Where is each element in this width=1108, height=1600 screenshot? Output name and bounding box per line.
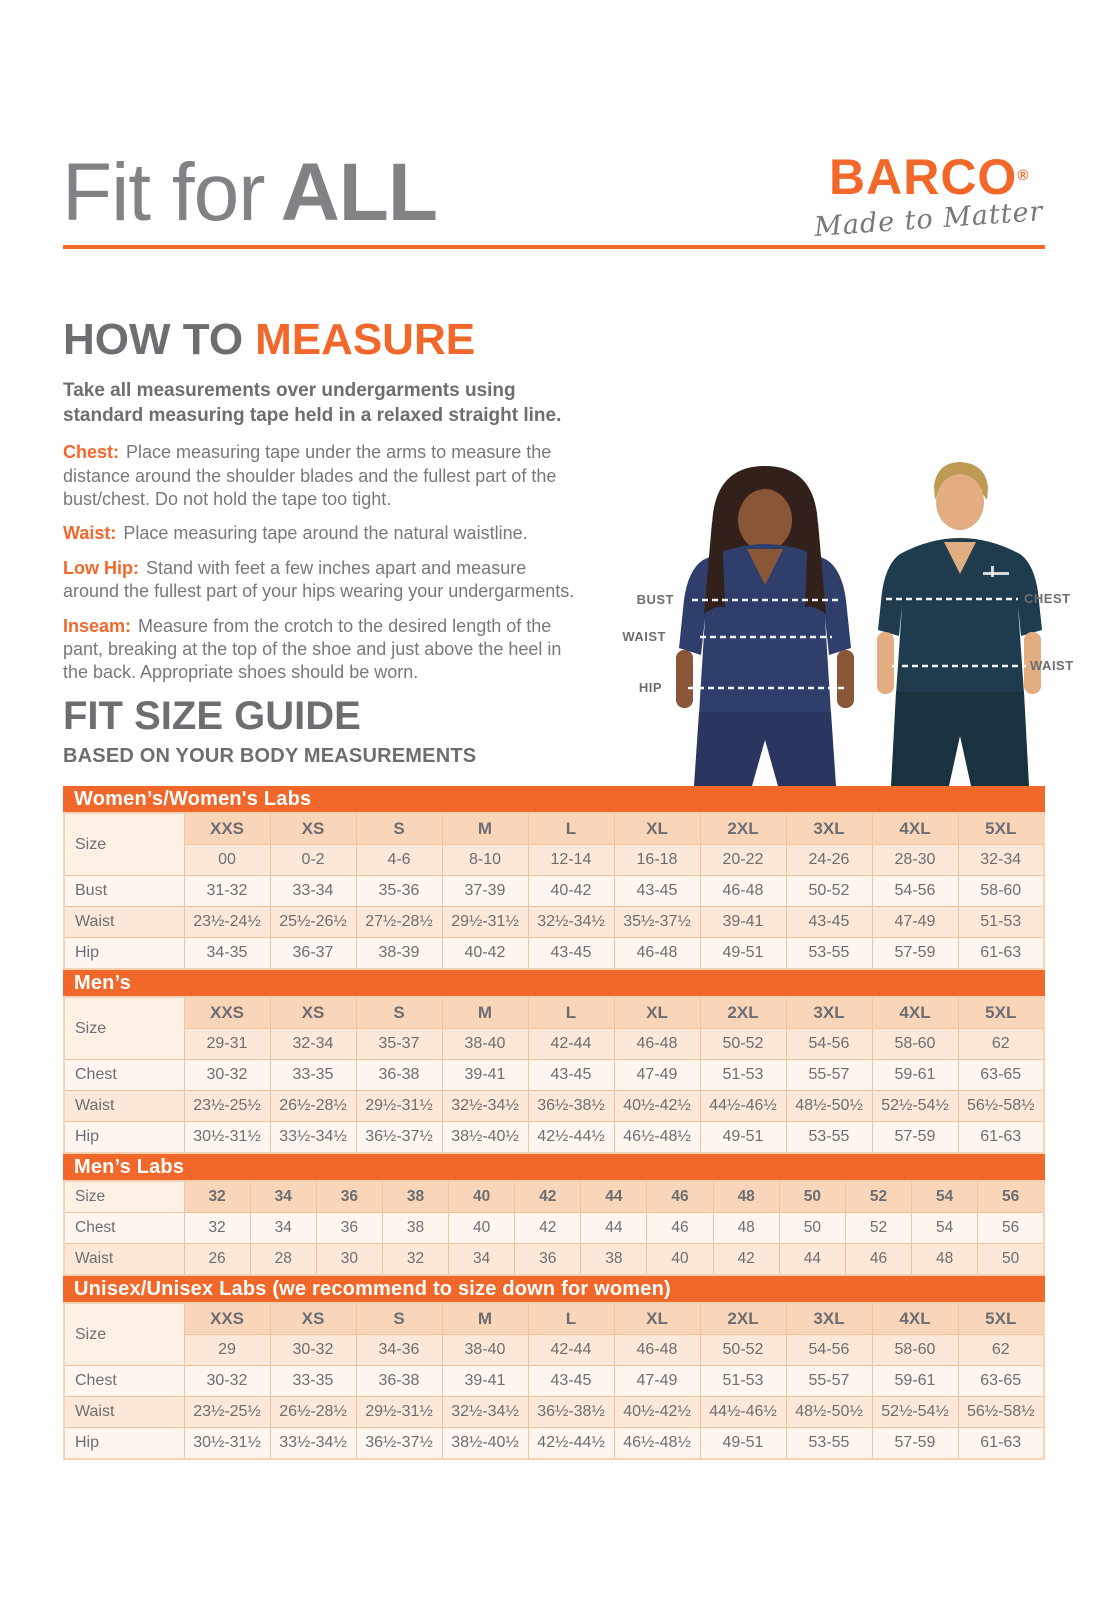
measurement-value-cell: 36-38 xyxy=(356,1366,442,1397)
size-number-cell: 28-30 xyxy=(872,845,958,876)
size-number-cell: 46-48 xyxy=(614,1029,700,1060)
chest-measure-label: CHEST xyxy=(1024,591,1071,606)
size-column-header: S xyxy=(356,1303,442,1335)
size-column-header: 44 xyxy=(581,1181,647,1213)
size-number-cell: 58-60 xyxy=(872,1029,958,1060)
measurement-value-cell: 33½-34½ xyxy=(270,1122,356,1154)
size-row-label: Size xyxy=(64,1303,184,1366)
measurement-value-cell: 46½-48½ xyxy=(614,1428,700,1460)
measurement-value-cell: 54-56 xyxy=(872,876,958,907)
measurement-value-cell: 50 xyxy=(978,1244,1044,1276)
measurement-value-cell: 48½-50½ xyxy=(786,1397,872,1428)
brand-name: BARCO® xyxy=(829,149,1030,205)
measurement-value-cell: 47-49 xyxy=(872,907,958,938)
measurement-row-label: Chest xyxy=(64,1366,184,1397)
measurement-value-cell: 53-55 xyxy=(786,1428,872,1460)
size-number-cell: 30-32 xyxy=(270,1335,356,1366)
measurement-value-cell: 51-53 xyxy=(700,1060,786,1091)
measurement-value-cell: 51-53 xyxy=(958,907,1044,938)
measurement-row-label: Hip xyxy=(64,1428,184,1460)
measure-step-low-hip: Low Hip: Stand with feet a few inches apart and measure around the fullest part of your hips wearing your undergarments. xyxy=(63,557,575,602)
measurement-value-cell: 29½-31½ xyxy=(356,1091,442,1122)
table-title: Men’s xyxy=(63,970,1045,996)
measurement-value-cell: 32½-34½ xyxy=(528,907,614,938)
measurement-value-cell: 49-51 xyxy=(700,1428,786,1460)
size-number-cell: 50-52 xyxy=(700,1029,786,1060)
measurement-value-cell: 56½-58½ xyxy=(958,1091,1044,1122)
measurement-value-cell: 36-37 xyxy=(270,938,356,970)
measurement-value-cell: 42 xyxy=(713,1244,779,1276)
size-number-cell: 16-18 xyxy=(614,845,700,876)
measurement-value-cell: 50-52 xyxy=(786,876,872,907)
measure-intro: Take all measurements over undergarments using standard measuring tape held in a relaxed straight line. xyxy=(63,380,562,427)
measurement-value-cell: 36½-37½ xyxy=(356,1428,442,1460)
measurement-value-cell: 46 xyxy=(647,1213,713,1244)
measurement-value-cell: 32 xyxy=(184,1213,250,1244)
measurement-value-cell: 54 xyxy=(912,1213,978,1244)
size-column-header: 36 xyxy=(316,1181,382,1213)
measurement-value-cell: 59-61 xyxy=(872,1366,958,1397)
size-number-cell: 34-36 xyxy=(356,1335,442,1366)
measurement-value-cell: 29½-31½ xyxy=(356,1397,442,1428)
size-tables xyxy=(63,786,1045,1460)
size-column-header: 2XL xyxy=(700,1303,786,1335)
size-column-header: 56 xyxy=(978,1181,1044,1213)
measurement-value-cell: 40½-42½ xyxy=(614,1397,700,1428)
size-number-cell: 8-10 xyxy=(442,845,528,876)
measurement-value-cell: 48 xyxy=(713,1213,779,1244)
measurement-value-cell: 38 xyxy=(581,1244,647,1276)
size-number-cell: 42-44 xyxy=(528,1029,614,1060)
measurement-value-cell: 44 xyxy=(581,1213,647,1244)
measurement-value-cell: 55-57 xyxy=(786,1060,872,1091)
measurement-value-cell: 43-45 xyxy=(614,876,700,907)
how-to-measure-section xyxy=(63,315,583,696)
measurement-value-cell: 34 xyxy=(449,1244,515,1276)
size-column-header: 42 xyxy=(515,1181,581,1213)
measurement-value-cell: 36½-38½ xyxy=(528,1397,614,1428)
measurement-value-cell: 30½-31½ xyxy=(184,1122,270,1154)
measure-step-waist: Waist: Place measuring tape around the natural waistline. xyxy=(63,523,528,544)
measurement-value-cell: 34 xyxy=(250,1213,316,1244)
measurement-value-cell: 33-34 xyxy=(270,876,356,907)
measurement-value-cell: 47-49 xyxy=(614,1366,700,1397)
measurement-value-cell: 43-45 xyxy=(528,1060,614,1091)
size-column-header: 5XL xyxy=(958,1303,1044,1335)
measurement-value-cell: 43-45 xyxy=(528,1366,614,1397)
measurement-value-cell: 48½-50½ xyxy=(786,1091,872,1122)
size-number-cell: 24-26 xyxy=(786,845,872,876)
unisex-size-table xyxy=(63,1276,1045,1460)
measurement-value-cell: 36½-37½ xyxy=(356,1122,442,1154)
measurement-value-cell: 57-59 xyxy=(872,1122,958,1154)
measurement-value-cell: 28 xyxy=(250,1244,316,1276)
measurement-value-cell: 38 xyxy=(382,1213,448,1244)
measurement-value-cell: 36 xyxy=(515,1244,581,1276)
measurement-value-cell: 55-57 xyxy=(786,1366,872,1397)
measurement-value-cell: 44½-46½ xyxy=(700,1397,786,1428)
measurement-value-cell: 56 xyxy=(978,1213,1044,1244)
size-column-header: XS xyxy=(270,997,356,1029)
waist-measure-label-man: WAIST xyxy=(1030,658,1074,673)
how-to-measure-heading: HOW TO MEASURE xyxy=(63,315,476,364)
measurement-value-cell: 33-35 xyxy=(270,1366,356,1397)
size-number-cell: 35-37 xyxy=(356,1029,442,1060)
measurement-value-cell: 61-63 xyxy=(958,1122,1044,1154)
size-column-header: 2XL xyxy=(700,997,786,1029)
size-column-header: L xyxy=(528,997,614,1029)
measurement-value-cell: 52½-54½ xyxy=(872,1091,958,1122)
measurement-value-cell: 40-42 xyxy=(442,938,528,970)
size-column-header: L xyxy=(528,1303,614,1335)
size-column-header: 34 xyxy=(250,1181,316,1213)
measurement-value-cell: 32½-34½ xyxy=(442,1091,528,1122)
size-column-header: XL xyxy=(614,813,700,845)
measurement-row-label: Waist xyxy=(64,907,184,938)
size-column-header: 50 xyxy=(779,1181,845,1213)
measurement-value-cell: 43-45 xyxy=(528,938,614,970)
measurement-value-cell: 40-42 xyxy=(528,876,614,907)
size-column-header: 4XL xyxy=(872,813,958,845)
measurement-value-cell: 30½-31½ xyxy=(184,1428,270,1460)
size-column-header: XXS xyxy=(184,997,270,1029)
size-number-cell: 29 xyxy=(184,1335,270,1366)
size-number-cell: 62 xyxy=(958,1335,1044,1366)
size-number-cell: 62 xyxy=(958,1029,1044,1060)
header-divider xyxy=(63,245,1045,249)
measurement-value-cell: 32½-34½ xyxy=(442,1397,528,1428)
measurement-value-cell: 58-60 xyxy=(958,876,1044,907)
measurement-row-label: Hip xyxy=(64,1122,184,1154)
bust-measure-label: BUST xyxy=(636,592,674,607)
measurement-value-cell: 42½-44½ xyxy=(528,1428,614,1460)
size-column-header: 5XL xyxy=(958,813,1044,845)
mens-size-table xyxy=(63,970,1045,1154)
measurement-value-cell: 44½-46½ xyxy=(700,1091,786,1122)
measurement-value-cell: 53-55 xyxy=(786,1122,872,1154)
measurement-value-cell: 39-41 xyxy=(442,1060,528,1091)
size-number-cell: 58-60 xyxy=(872,1335,958,1366)
waist-measure-label-woman: WAIST xyxy=(622,629,666,644)
measurement-row-label: Chest xyxy=(64,1213,184,1244)
measurement-value-cell: 25½-26½ xyxy=(270,907,356,938)
size-column-header: 40 xyxy=(449,1181,515,1213)
size-column-header: XL xyxy=(614,997,700,1029)
measurement-value-cell: 23½-25½ xyxy=(184,1091,270,1122)
measurement-row-label: Bust xyxy=(64,876,184,907)
measurement-value-cell: 33½-34½ xyxy=(270,1428,356,1460)
measurement-value-cell: 36-38 xyxy=(356,1060,442,1091)
measurement-value-cell: 40 xyxy=(449,1213,515,1244)
measurement-value-cell: 56½-58½ xyxy=(958,1397,1044,1428)
size-column-header: 48 xyxy=(713,1181,779,1213)
size-number-cell: 38-40 xyxy=(442,1029,528,1060)
size-number-cell: 00 xyxy=(184,845,270,876)
measurement-value-cell: 30 xyxy=(316,1244,382,1276)
measurement-value-cell: 40 xyxy=(647,1244,713,1276)
size-number-cell: 12-14 xyxy=(528,845,614,876)
size-column-header: 3XL xyxy=(786,997,872,1029)
measurement-value-cell: 51-53 xyxy=(700,1366,786,1397)
size-number-cell: 42-44 xyxy=(528,1335,614,1366)
measurement-value-cell: 49-51 xyxy=(700,1122,786,1154)
size-column-header: 38 xyxy=(382,1181,448,1213)
fit-size-guide-heading: FIT SIZE GUIDE xyxy=(63,694,361,738)
measurement-value-cell: 26½-28½ xyxy=(270,1397,356,1428)
size-column-header: L xyxy=(528,813,614,845)
measurement-value-cell: 32 xyxy=(382,1244,448,1276)
measurement-value-cell: 35½-37½ xyxy=(614,907,700,938)
measurement-value-cell: 40½-42½ xyxy=(614,1091,700,1122)
size-column-header: 4XL xyxy=(872,1303,958,1335)
measurement-value-cell: 48 xyxy=(912,1244,978,1276)
size-row-label: Size xyxy=(64,997,184,1060)
size-column-header: 2XL xyxy=(700,813,786,845)
measurement-row-label: Waist xyxy=(64,1244,184,1276)
measurement-value-cell: 31-32 xyxy=(184,876,270,907)
measure-step-inseam: Inseam: Measure from the crotch to the desired length of the pant, breaking at the top of the shoe and just above the heel in the back. Appropriate shoes should be worn. xyxy=(63,615,562,683)
measurement-value-cell: 43-45 xyxy=(786,907,872,938)
measurement-value-cell: 53-55 xyxy=(786,938,872,970)
size-column-header: XXS xyxy=(184,1303,270,1335)
measurement-value-cell: 26½-28½ xyxy=(270,1091,356,1122)
measurement-value-cell: 27½-28½ xyxy=(356,907,442,938)
measurement-value-cell: 42 xyxy=(515,1213,581,1244)
size-number-cell: 46-48 xyxy=(614,1335,700,1366)
hip-measure-label: HIP xyxy=(638,680,662,695)
page-title-bold: ALL xyxy=(280,147,437,238)
size-number-cell: 38-40 xyxy=(442,1335,528,1366)
size-column-header: 32 xyxy=(184,1181,250,1213)
size-number-cell: 32-34 xyxy=(270,1029,356,1060)
measurement-value-cell: 39-41 xyxy=(442,1366,528,1397)
measurement-value-cell: 63-65 xyxy=(958,1060,1044,1091)
measurement-value-cell: 36 xyxy=(316,1213,382,1244)
measurement-value-cell: 59-61 xyxy=(872,1060,958,1091)
size-column-header: M xyxy=(442,1303,528,1335)
measurement-value-cell: 36½-38½ xyxy=(528,1091,614,1122)
size-number-cell: 54-56 xyxy=(786,1029,872,1060)
measurement-value-cell: 37-39 xyxy=(442,876,528,907)
size-column-header: 52 xyxy=(845,1181,911,1213)
size-number-cell: 50-52 xyxy=(700,1335,786,1366)
size-number-cell: 29-31 xyxy=(184,1029,270,1060)
measurement-value-cell: 38½-40½ xyxy=(442,1122,528,1154)
size-column-header: 5XL xyxy=(958,997,1044,1029)
measurement-value-cell: 34-35 xyxy=(184,938,270,970)
brand-logo xyxy=(813,149,1045,243)
measurement-value-cell: 46-48 xyxy=(700,876,786,907)
size-row-label: Size xyxy=(64,813,184,876)
measurement-value-cell: 52 xyxy=(845,1213,911,1244)
size-number-cell: 4-6 xyxy=(356,845,442,876)
measurement-value-cell: 63-65 xyxy=(958,1366,1044,1397)
size-column-header: XL xyxy=(614,1303,700,1335)
registered-trademark-icon: ® xyxy=(1017,167,1030,184)
measurement-value-cell: 47-49 xyxy=(614,1060,700,1091)
measurement-value-cell: 23½-25½ xyxy=(184,1397,270,1428)
measurement-value-cell: 46 xyxy=(845,1244,911,1276)
womens-size-table xyxy=(63,786,1045,970)
measurement-value-cell: 39-41 xyxy=(700,907,786,938)
size-number-cell: 54-56 xyxy=(786,1335,872,1366)
measurement-value-cell: 61-63 xyxy=(958,1428,1044,1460)
brand-tagline: Made to Matter xyxy=(813,196,1045,243)
size-number-cell: 32-34 xyxy=(958,845,1044,876)
measurement-value-cell: 49-51 xyxy=(700,938,786,970)
models-photo xyxy=(600,422,1108,786)
table-title: Women’s/Women's Labs xyxy=(63,786,1045,812)
size-column-header: 3XL xyxy=(786,1303,872,1335)
measurement-value-cell: 38-39 xyxy=(356,938,442,970)
size-column-header: 4XL xyxy=(872,997,958,1029)
size-column-header: XXS xyxy=(184,813,270,845)
size-row-label: Size xyxy=(64,1181,184,1213)
size-column-header: S xyxy=(356,813,442,845)
size-number-cell: 20-22 xyxy=(700,845,786,876)
fit-size-guide-subheading: BASED ON YOUR BODY MEASUREMENTS xyxy=(63,745,477,767)
measurement-value-cell: 61-63 xyxy=(958,938,1044,970)
size-column-header: S xyxy=(356,997,442,1029)
mens-labs-size-table xyxy=(63,1154,1045,1276)
page-title xyxy=(62,147,437,238)
measurement-value-cell: 50 xyxy=(779,1213,845,1244)
measurement-value-cell: 46-48 xyxy=(614,938,700,970)
measurement-value-cell: 44 xyxy=(779,1244,845,1276)
measurement-value-cell: 57-59 xyxy=(872,938,958,970)
fit-size-guide-section xyxy=(63,696,476,768)
size-column-header: M xyxy=(442,997,528,1029)
measure-step-chest: Chest: Place measuring tape under the arms to measure the distance around the shoulder blades and the fullest part of the bust/chest. Do not hold the tape too tight. xyxy=(63,442,557,509)
measurement-value-cell: 23½-24½ xyxy=(184,907,270,938)
measurement-row-label: Chest xyxy=(64,1060,184,1091)
measurement-value-cell: 30-32 xyxy=(184,1366,270,1397)
size-number-cell: 0-2 xyxy=(270,845,356,876)
measurement-value-cell: 57-59 xyxy=(872,1428,958,1460)
measurement-value-cell: 46½-48½ xyxy=(614,1122,700,1154)
size-column-header: 46 xyxy=(647,1181,713,1213)
measurement-row-label: Hip xyxy=(64,938,184,970)
measurement-value-cell: 42½-44½ xyxy=(528,1122,614,1154)
measurement-value-cell: 26 xyxy=(184,1244,250,1276)
size-column-header: XS xyxy=(270,813,356,845)
size-column-header: XS xyxy=(270,1303,356,1335)
table-title: Unisex/Unisex Labs (we recommend to size down for women) xyxy=(63,1276,1045,1302)
table-title: Men’s Labs xyxy=(63,1154,1045,1180)
size-column-header: 54 xyxy=(912,1181,978,1213)
measurement-value-cell: 52½-54½ xyxy=(872,1397,958,1428)
size-column-header: M xyxy=(442,813,528,845)
measurement-value-cell: 33-35 xyxy=(270,1060,356,1091)
measurement-value-cell: 38½-40½ xyxy=(442,1428,528,1460)
page-title-regular: Fit for xyxy=(62,147,265,238)
measurement-value-cell: 35-36 xyxy=(356,876,442,907)
measurement-value-cell: 30-32 xyxy=(184,1060,270,1091)
measurement-value-cell: 29½-31½ xyxy=(442,907,528,938)
size-column-header: 3XL xyxy=(786,813,872,845)
measurement-row-label: Waist xyxy=(64,1397,184,1428)
measurement-row-label: Waist xyxy=(64,1091,184,1122)
